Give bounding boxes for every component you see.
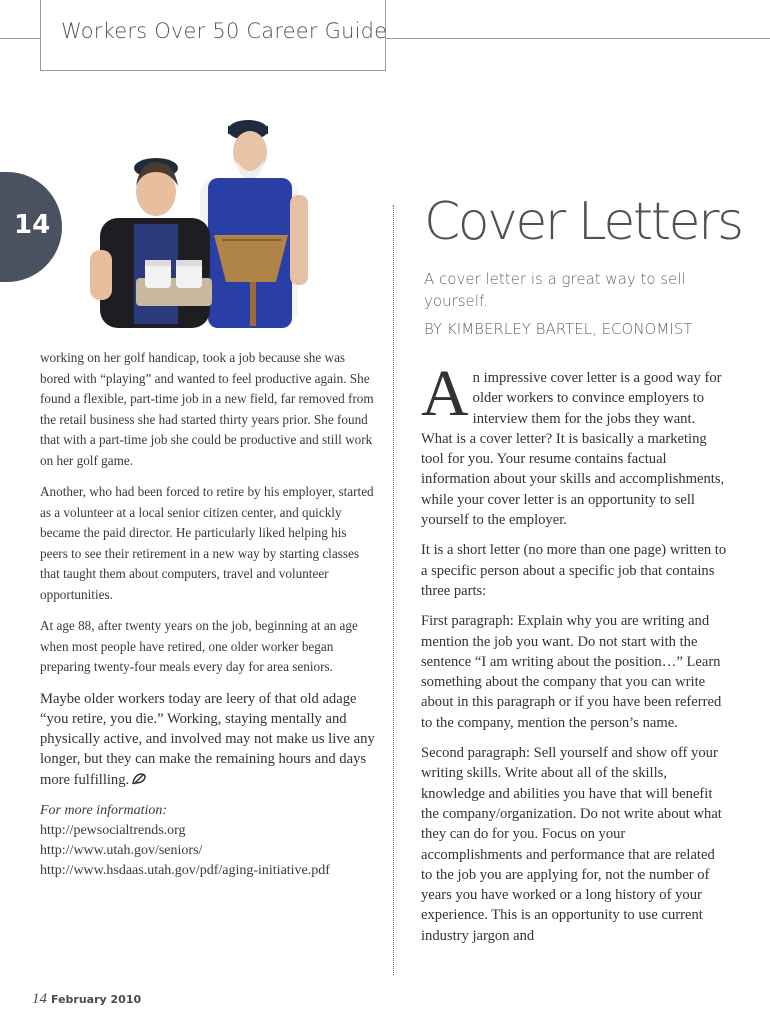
more-info-heading: For more information: — [40, 802, 168, 818]
body-paragraph: At age 88, after twenty years on the job, beginning at an age when most people have retired, one older worker began preparing twenty-four meals every day for area seniors. — [40, 618, 358, 674]
right-column — [421, 357, 729, 956]
article-subtitle: A cover letter is a great way to sell yourself. — [424, 270, 686, 310]
closing-paragraph — [40, 689, 376, 790]
page-footer — [32, 991, 141, 1008]
column-divider — [393, 205, 394, 975]
end-of-article-icon — [131, 772, 147, 786]
older-workers-photo — [50, 100, 370, 340]
resource-link[interactable]: http://www.hsdaas.utah.gov/pdf/aging-initiative.pdf — [40, 862, 330, 878]
body-paragraph: Another, who had been forced to retire by his employer, started as a volunteer at a local senior citizen center, and quickly became the paid director. He particularly liked helping his peers to see their retirement in a new way by starting classes that taught them about computers, travel and volunteer opportunities. — [40, 484, 374, 602]
body-paragraph: First paragraph: Explain why you are writing and mention the job you want. Do not start with the sentence “I am writing about the position…” Learn something about the company that you can write about in this paragraph or if you have been referred to the company, mention the person’s name. — [421, 613, 722, 731]
footer-date: February 2010 — [51, 993, 142, 1006]
body-paragraph: It is a short letter (no more than one page) written to a specific person about a specific job that contains three parts: — [421, 542, 727, 599]
lead-paragraph — [421, 357, 729, 530]
body-paragraph: Second paragraph: Sell yourself and show off your writing skills. Write about all of the skills, knowledge and abilities you have that will benefit the company/organization. Do not write about what they can do for you. Focus on your accomplishments and performance that are related to the job you are applying for, not the number of years you have worked or a long history of your experience. This is an opportunity to use current industry jargon and — [421, 745, 722, 944]
resource-link[interactable]: http://www.utah.gov/seniors/ — [40, 842, 203, 858]
page-number: 14 — [14, 210, 51, 240]
lead-text: n impressive cover letter is a good way for older workers to convince employers to interview them for the jobs they want. What is a cover letter? It is basically a marketing tool for you. Your resume contains factual information about your skills and accomplishments, while your cover letter is an opportunity to sell yourself to the employer. — [421, 370, 725, 529]
left-column — [40, 348, 376, 881]
publication-title: Workers Over 50 Career Guide — [61, 19, 388, 43]
footer-page-number: 14 — [32, 991, 47, 1007]
article-title: Cover Letters — [424, 192, 742, 252]
body-paragraph: working on her golf handicap, took a job because she was bored with “playing” and wanted to feel productive again. She found a flexible, part-time job in a new field, far removed from the retail business she had started thirty years prior. She found that with a part-time job she could be productive and still work on her golf game. — [40, 350, 374, 468]
header-box — [40, 0, 386, 71]
closing-text: Maybe older workers today are leery of that old adage “you retire, you die.” Working, staying mentally and physically active, and involved may not make us live any longer, but they can make the remaining hours and days more fulfilling. — [40, 690, 375, 788]
resource-link[interactable]: http://pewsocialtrends.org — [40, 822, 186, 838]
article-byline: BY KIMBERLEY BARTEL, ECONOMIST — [424, 320, 693, 338]
drop-cap: A — [421, 357, 469, 430]
